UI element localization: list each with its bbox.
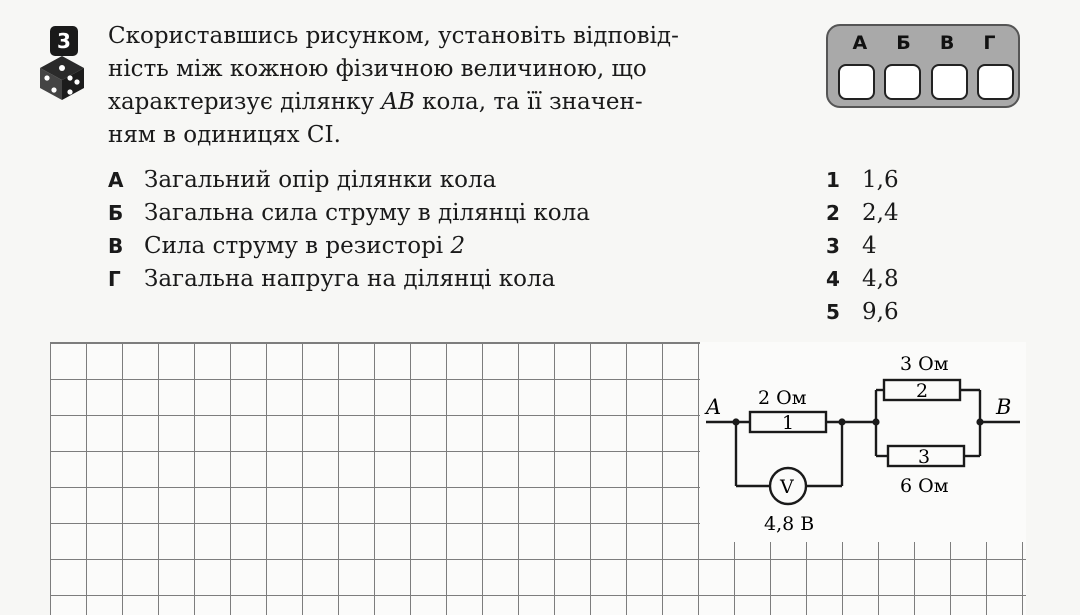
dice-icon: [34, 52, 90, 102]
task-number-badge: 3: [50, 26, 78, 56]
value-text: 4,8: [862, 266, 899, 292]
option-text-main: Сила струму в резисторі: [144, 233, 451, 259]
answer-letter: В: [939, 32, 955, 54]
answer-cell-g[interactable]: [977, 64, 1014, 100]
option-text: Загальна сила струму в ділянці кола: [144, 200, 590, 226]
question-line: ням в одиницях СІ.: [108, 122, 341, 148]
voltmeter-symbol: V: [780, 476, 794, 498]
point-a-label: A: [706, 395, 722, 419]
point-b-label: B: [996, 395, 1012, 419]
value-item: [826, 164, 966, 197]
option-text: [144, 230, 465, 263]
option-key: А: [108, 168, 124, 192]
answer-box: [826, 24, 1020, 108]
answer-letters: [838, 32, 1010, 54]
option-text: Загальний опір ділянки кола: [144, 167, 497, 193]
question-line: Скориставшись рисунком, установіть відповід-: [108, 23, 679, 49]
r3-label: 6 Ом: [900, 475, 949, 497]
value-num: 3: [826, 234, 840, 258]
answer-letter: Г: [983, 32, 996, 54]
option-text-emph: 2: [450, 233, 466, 259]
circuit-diagram: [700, 342, 1026, 542]
answer-letter: А: [852, 32, 868, 54]
question-line: [108, 86, 798, 119]
r3-number: 3: [918, 446, 931, 468]
question-text: [108, 20, 798, 152]
value-text: 9,6: [862, 299, 899, 325]
question-line: ність між кожною фізичною величиною, що: [108, 56, 647, 82]
value-num: 4: [826, 267, 840, 291]
value-num: 2: [826, 201, 840, 225]
question-fragment: кола, та її значен-: [414, 89, 643, 115]
answer-letter: Б: [896, 32, 911, 54]
answer-cell-a[interactable]: [838, 64, 875, 100]
value-item: [826, 263, 966, 296]
junction: [872, 418, 879, 425]
value-text: 4: [862, 233, 877, 259]
voltmeter-reading: 4,8 В: [764, 513, 815, 535]
question-fragment: характеризує ділянку: [108, 89, 382, 115]
options-list: [108, 164, 758, 296]
option-item: [108, 197, 758, 230]
option-text: Загальна напруга на ділянці кола: [144, 266, 556, 292]
option-item: [108, 230, 758, 263]
value-text: 1,6: [862, 167, 899, 193]
junction: [838, 418, 845, 425]
r2-number: 2: [916, 380, 929, 402]
values-list: [826, 164, 966, 329]
answer-cells: [838, 64, 1014, 100]
value-item: [826, 197, 966, 230]
option-key: Г: [108, 267, 121, 291]
r2-label: 3 Ом: [900, 353, 949, 375]
r1-number: 1: [782, 412, 795, 434]
value-num: 1: [826, 168, 840, 192]
value-item: [826, 296, 966, 329]
r1-label: 2 Ом: [758, 387, 807, 409]
option-item: [108, 164, 758, 197]
answer-cell-b[interactable]: [884, 64, 921, 100]
junction: [976, 418, 983, 425]
value-item: [826, 230, 966, 263]
answer-cell-v[interactable]: [931, 64, 968, 100]
option-item: [108, 263, 758, 296]
junction: [732, 418, 739, 425]
value-num: 5: [826, 300, 840, 324]
value-text: 2,4: [862, 200, 899, 226]
option-key: Б: [108, 201, 124, 225]
option-key: В: [108, 234, 124, 258]
segment-name: AB: [381, 89, 415, 115]
